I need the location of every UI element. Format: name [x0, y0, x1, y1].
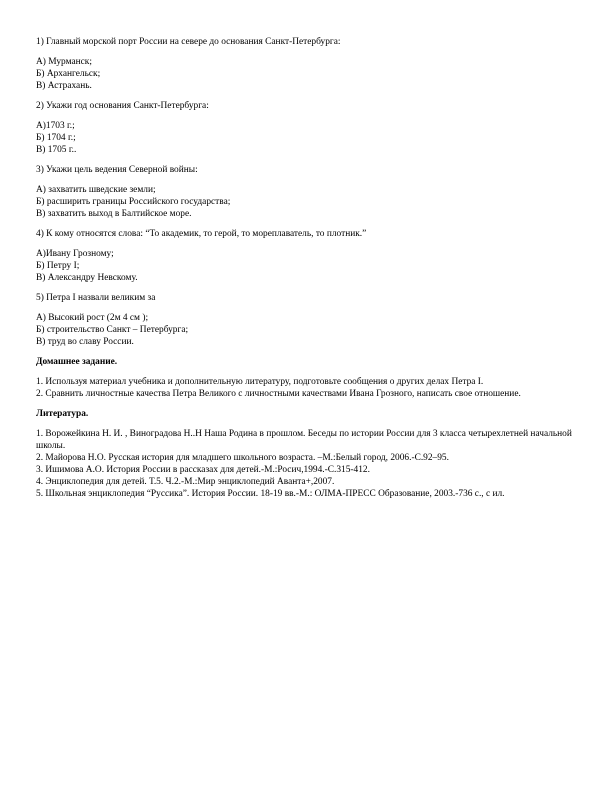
homework-heading: Домашнее задание.: [36, 357, 118, 367]
literature-item: 5. Школьная энциклопедия “Руссика”. История России. 18-19 вв.-М.: ОЛМА-ПРЕСС Образование, 2003.-736 с., с ил.: [36, 489, 505, 499]
literature-list: [36, 428, 576, 500]
option: А)1703 г.;: [36, 121, 75, 131]
homework-list: [36, 376, 576, 400]
question-2-options: [36, 120, 576, 156]
question-3: 3) Укажи цель ведения Северной войны:: [36, 165, 198, 175]
option: А)Ивану Грозному;: [36, 249, 114, 259]
question-4-options: [36, 248, 576, 284]
option: Б) строительство Санкт – Петербурга;: [36, 325, 189, 335]
question-2: 2) Укажи год основания Санкт-Петербурга:: [36, 101, 209, 111]
option: В) 1705 г..: [36, 145, 77, 155]
option: В) труд во славу России.: [36, 337, 134, 347]
option: Б) Архангельск;: [36, 69, 101, 79]
question-3-options: [36, 184, 576, 220]
literature-item: 1. Ворожейкина Н. И. , Виноградова Н..Н Наша Родина в прошлом. Беседы по истории России для 3 класса четырехлетней начальной школы.: [36, 429, 572, 451]
homework-item: 2. Сравнить личностные качества Петра Великого с личностными качествами Ивана Грозного, написать свое отношение.: [36, 389, 521, 399]
literature-item: 2. Майорова Н.О. Русская история для младшего школьного возраста. –М.:Белый город, 2006.-С.92–95.: [36, 453, 449, 463]
option: А) Мурманск;: [36, 57, 92, 67]
option: А) Высокий рост (2м 4 см );: [36, 313, 149, 323]
question-5: 5) Петра I назвали великим за: [36, 293, 156, 303]
option: В) Астрахань.: [36, 81, 92, 91]
option: В) Александру Невскому.: [36, 273, 138, 283]
question-1-options: [36, 56, 576, 92]
question-5-options: [36, 312, 576, 348]
literature-item: 3. Ишимова А.О. История России в рассказах для детей.-М.:Росич,1994.-С.315-412.: [36, 465, 370, 475]
literature-item: 4. Энциклопедия для детей. Т.5. Ч.2.-М.:Мир энциклопедий Аванта+,2007.: [36, 477, 335, 487]
option: Б) расширить границы Российского государства;: [36, 197, 231, 207]
question-4: 4) К кому относятся слова: “То академик, то герой, то мореплаватель, то плотник.”: [36, 229, 367, 239]
question-1: 1) Главный морской порт России на севере до основания Санкт-Петербурга:: [36, 37, 341, 47]
literature-heading: Литература.: [36, 409, 89, 419]
homework-item: 1. Используя материал учебника и дополнительную литературу, подготовьте сообщения о других делах Петра I.: [36, 377, 484, 387]
option: А) захватить шведские земли;: [36, 185, 156, 195]
option: Б) 1704 г.;: [36, 133, 76, 143]
option: Б) Петру I;: [36, 261, 80, 271]
option: В) захватить выход в Балтийское море.: [36, 209, 192, 219]
